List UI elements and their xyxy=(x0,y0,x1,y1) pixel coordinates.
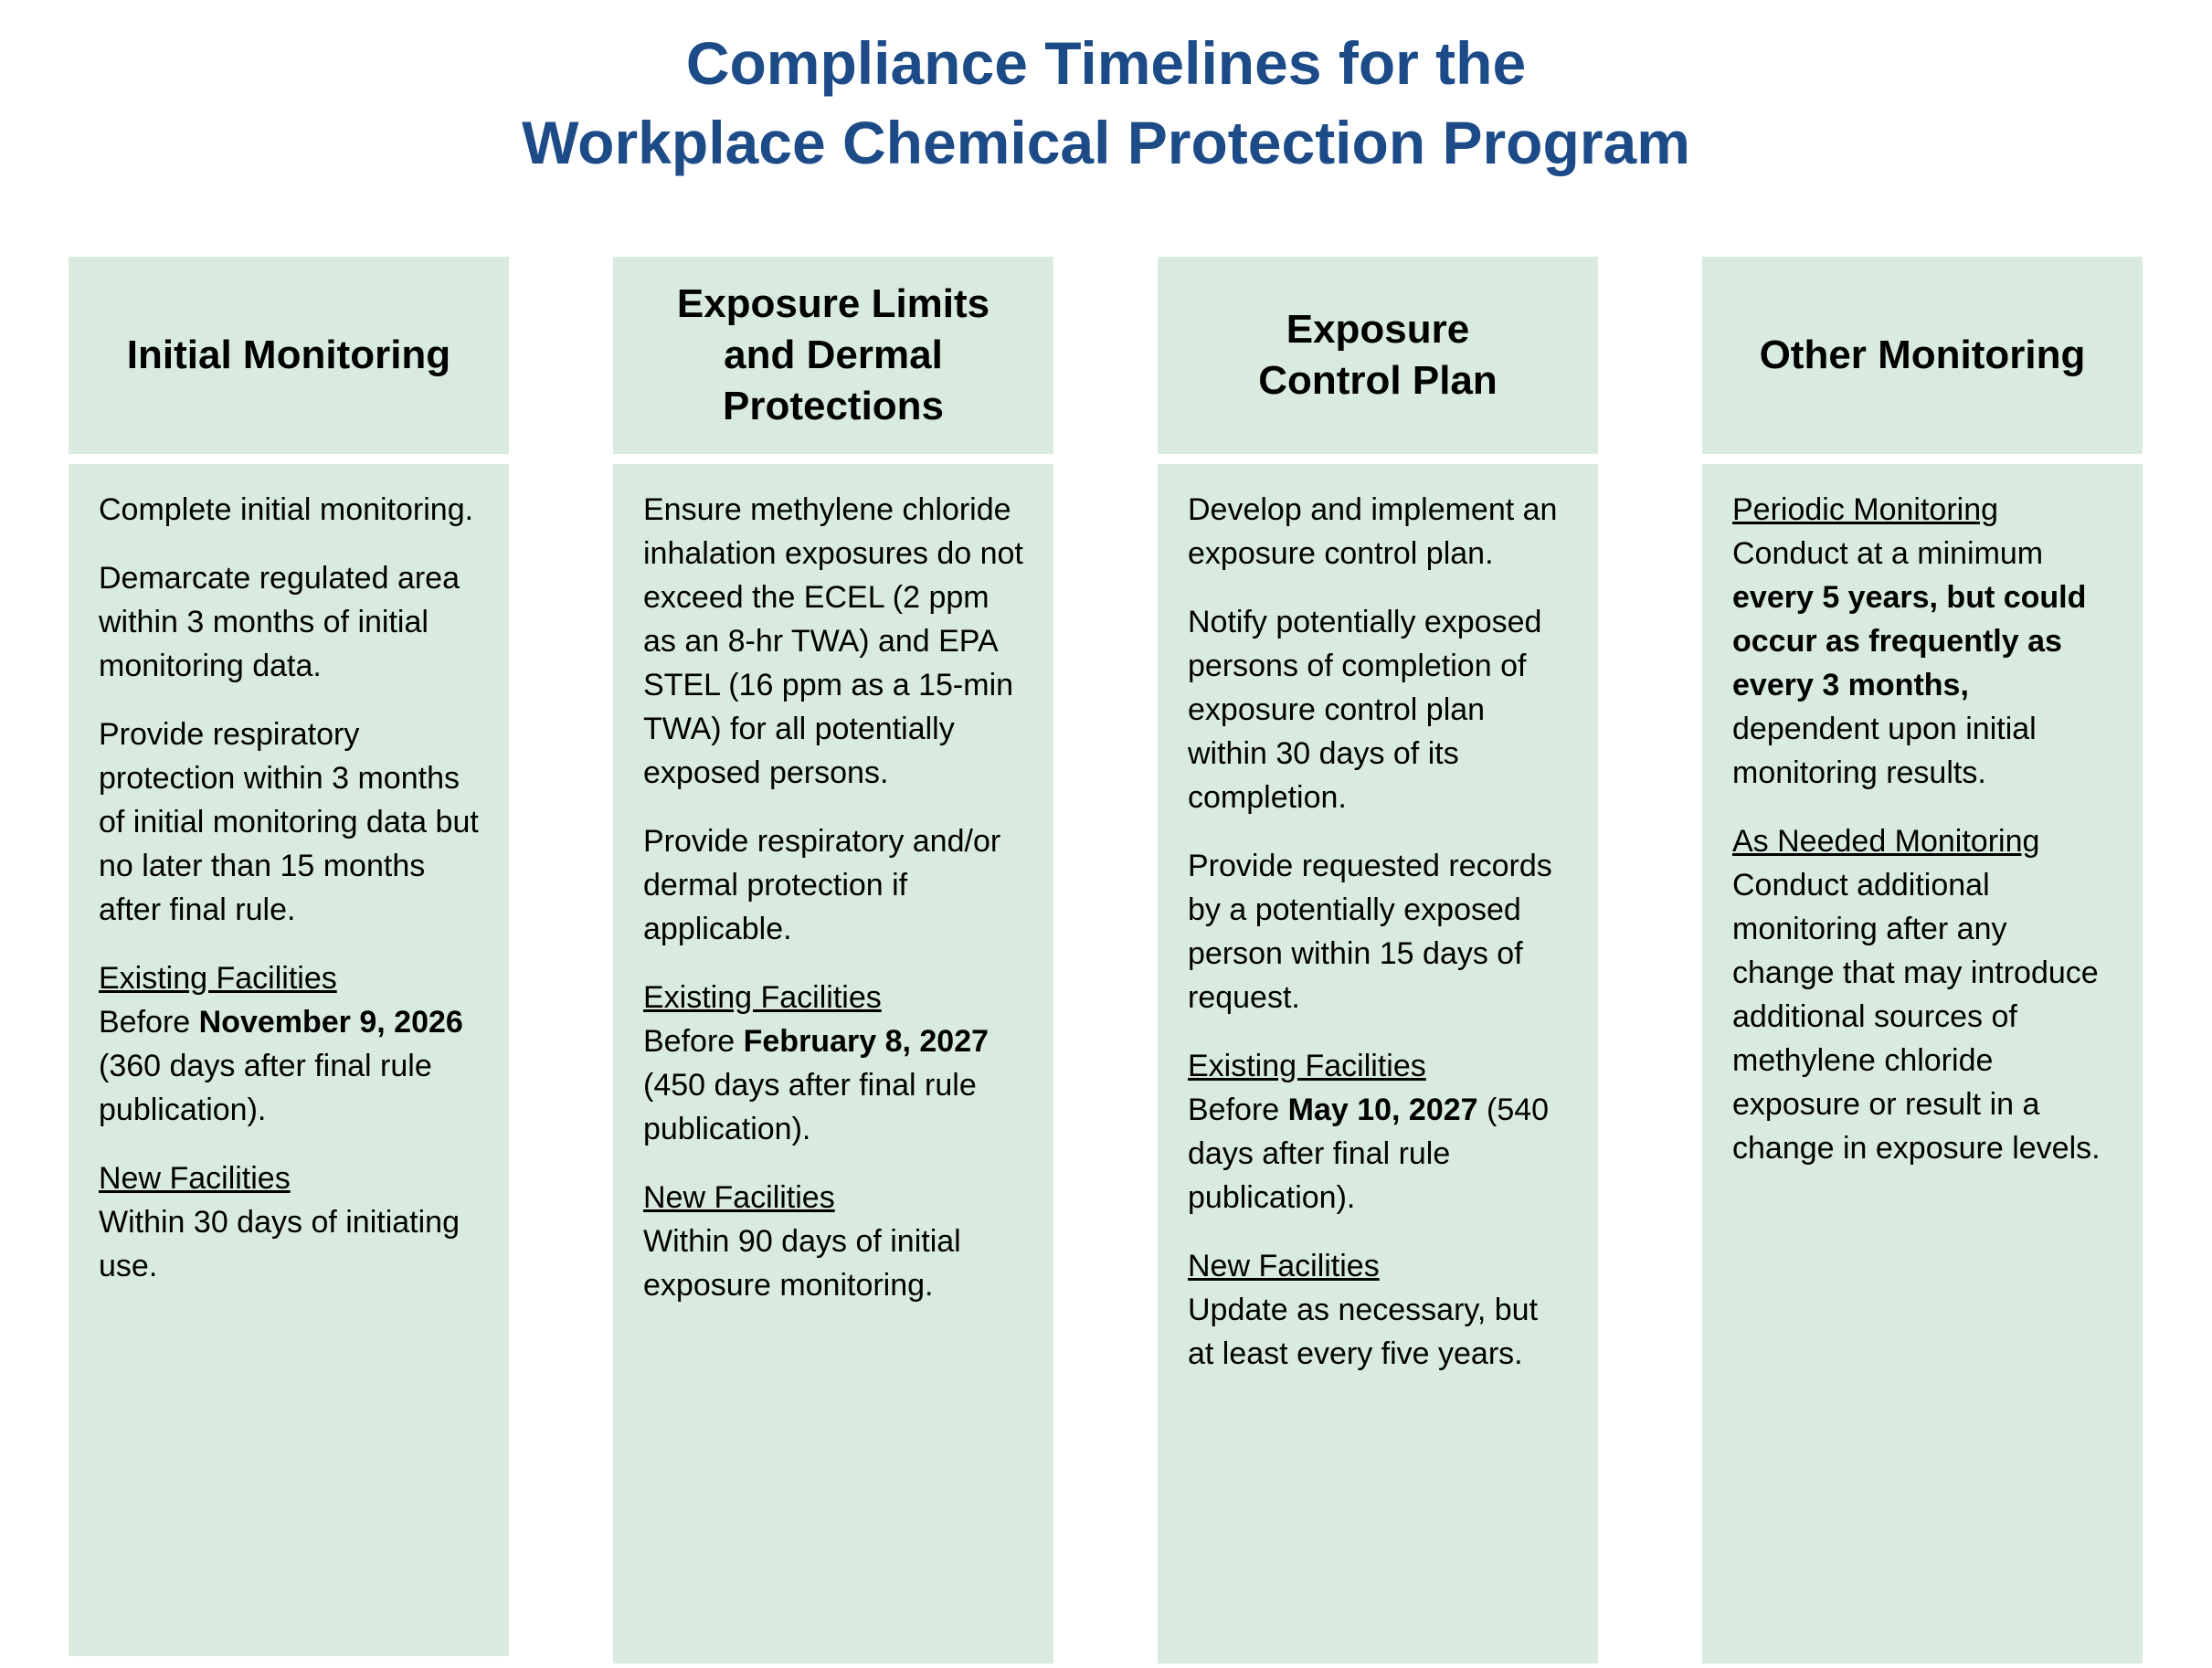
body-text: Provide respiratory protection within 3 months of initial monitoring data but no later than 15 months after final rule. xyxy=(99,717,479,927)
paragraph xyxy=(1188,600,1571,819)
paragraph xyxy=(643,1176,1026,1307)
body-text: Provide respiratory and/or dermal protection if applicable. xyxy=(643,824,1001,946)
timeline-columns xyxy=(69,257,2143,1663)
body-text: (450 days after final rule publication). xyxy=(643,1068,977,1146)
paragraph xyxy=(1188,488,1571,575)
body-text: Within 90 days of initial exposure monitoring. xyxy=(643,1224,961,1303)
column-header-exposure-control-plan xyxy=(1158,257,1598,454)
column-body-initial-monitoring xyxy=(69,464,509,1656)
page-title-line1: Compliance Timelines for the xyxy=(685,29,1527,97)
body-text: February 8, 2027 xyxy=(743,1024,990,1059)
column-body-exposure-control-plan xyxy=(1158,464,1598,1663)
paragraph xyxy=(99,1156,482,1288)
body-text: Develop and implement an exposure control plan. xyxy=(1188,492,1558,571)
paragraph xyxy=(99,713,482,932)
subheading-text: Periodic Monitoring xyxy=(1732,492,1999,527)
column-header-label: Other Monitoring xyxy=(1759,333,2086,377)
subheading-text: New Facilities xyxy=(99,1161,291,1196)
paragraph xyxy=(1732,488,2115,795)
body-text: Notify potentially exposed persons of completion of exposure control plan within 30 days of its completion. xyxy=(1188,605,1542,815)
column-header-initial-monitoring xyxy=(69,257,509,454)
column-exposure-control-plan xyxy=(1158,257,1598,1663)
subheading-text: As Needed Monitoring xyxy=(1732,824,2040,859)
body-text: Conduct additional monitoring after any change that may introduce additional sources of methylene chloride exposure or result in a change in exposure levels. xyxy=(1732,868,2101,1166)
body-text: November 9, 2026 xyxy=(198,1005,463,1040)
page-title xyxy=(0,24,2212,183)
body-text: Complete initial monitoring. xyxy=(99,492,474,527)
paragraph xyxy=(1188,1244,1571,1376)
column-header-other-monitoring xyxy=(1702,257,2143,454)
column-header-label: Initial Monitoring xyxy=(126,333,451,377)
body-text: Before xyxy=(99,1005,199,1040)
paragraph xyxy=(99,488,482,532)
body-text: dependent upon initial monitoring results. xyxy=(1732,712,2037,790)
subheading-text: New Facilities xyxy=(1188,1249,1380,1283)
body-text: (360 days after final rule publication). xyxy=(99,1049,432,1127)
body-text: every 5 years, but could occur as frequently as every 3 months, xyxy=(1732,580,2087,702)
paragraph xyxy=(643,976,1026,1151)
column-header-exposure-limits-and-dermal-protections xyxy=(613,257,1053,454)
body-text: Update as necessary, but at least every five years. xyxy=(1188,1293,1539,1371)
column-body-exposure-limits-and-dermal-protections xyxy=(613,464,1053,1663)
body-text: Conduct at a minimum xyxy=(1732,536,2044,571)
column-header-label: Exposure Limits and Dermal Protections xyxy=(676,281,990,428)
paragraph xyxy=(643,819,1026,951)
body-text: Before xyxy=(643,1024,744,1059)
body-text: Provide requested records by a potentially exposed person within 15 days of request. xyxy=(1188,849,1552,1015)
column-body-other-monitoring xyxy=(1702,464,2143,1663)
column-header-label: Exposure Control Plan xyxy=(1258,307,1498,403)
page-title-line2: Workplace Chemical Protection Program xyxy=(522,109,1690,176)
column-other-monitoring xyxy=(1702,257,2143,1663)
paragraph xyxy=(1732,819,2115,1170)
paragraph xyxy=(99,956,482,1132)
body-text: (540 days after final rule publication). xyxy=(1188,1093,1550,1215)
paragraph xyxy=(643,488,1026,795)
body-text: Before xyxy=(1188,1093,1288,1127)
subheading-text: Existing Facilities xyxy=(1188,1049,1426,1083)
column-exposure-limits-and-dermal-protections xyxy=(613,257,1053,1663)
paragraph xyxy=(99,556,482,688)
subheading-text: Existing Facilities xyxy=(99,961,337,996)
subheading-text: New Facilities xyxy=(643,1180,835,1215)
body-text: May 10, 2027 xyxy=(1287,1093,1478,1127)
paragraph xyxy=(1188,844,1571,1019)
subheading-text: Existing Facilities xyxy=(643,980,882,1015)
body-text: Ensure methylene chloride inhalation exposures do not exceed the ECEL (2 ppm as an 8-hr TWA) and EPA STEL (16 ppm as a 15-min TWA) for all potentially exposed persons. xyxy=(643,492,1023,790)
body-text: Within 30 days of initiating use. xyxy=(99,1205,460,1283)
paragraph xyxy=(1188,1044,1571,1219)
body-text: Demarcate regulated area within 3 months of initial monitoring data. xyxy=(99,561,460,683)
column-initial-monitoring xyxy=(69,257,509,1663)
